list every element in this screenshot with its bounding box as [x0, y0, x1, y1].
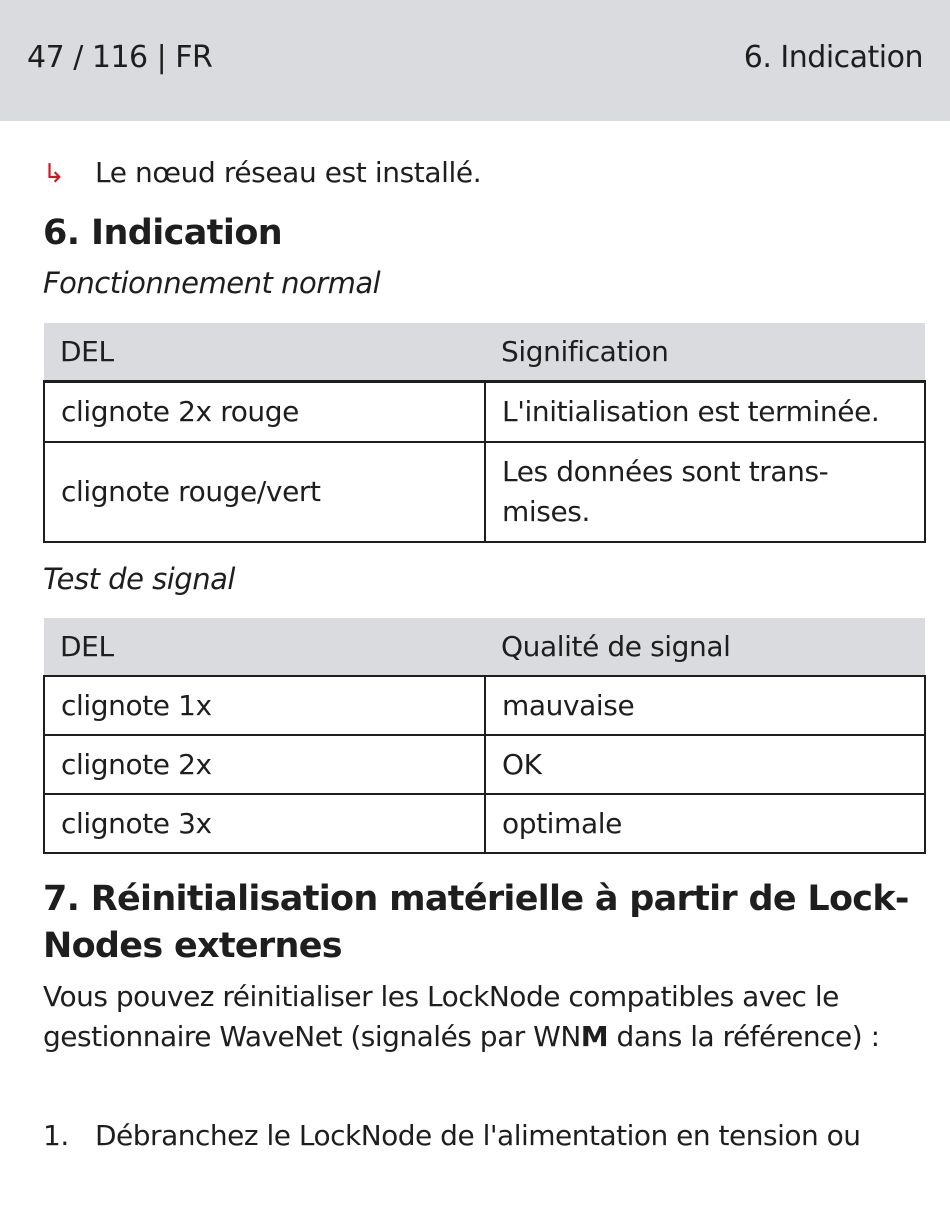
table-cell: mauvaise [485, 676, 925, 735]
normal-operation-caption: Fonctionnement normal [43, 266, 381, 300]
paragraph-text: dans la référence) : [608, 1020, 880, 1053]
paragraph-text: Vous pouvez réinitialiser les LockNode compatibles avec le gestionnaire WaveNet (signalés par WN [43, 980, 839, 1053]
table-cell: clignote 3x [44, 794, 485, 853]
table-cell: Les données sont trans-mises. [485, 442, 925, 542]
step-item [43, 1119, 861, 1152]
table-header-row [44, 618, 925, 676]
step-number: 1. [43, 1119, 69, 1152]
table-cell: clignote 1x [44, 676, 485, 735]
result-line [43, 156, 481, 189]
column-header: Signification [485, 323, 925, 382]
table-row [44, 676, 925, 735]
indication-heading: 6. Indication [43, 213, 283, 253]
table-cell: optimale [485, 794, 925, 853]
table-row [44, 382, 925, 443]
table-header-row [44, 323, 925, 382]
result-arrow-icon: ↳ [43, 159, 65, 189]
table-cell: clignote 2x rouge [44, 382, 485, 443]
table-cell: clignote 2x [44, 735, 485, 794]
signal-test-caption: Test de signal [43, 562, 235, 596]
signal-test-table [43, 618, 926, 854]
table-cell: L'initialisation est terminée. [485, 382, 925, 443]
page-number: 47 / 116 | FR [27, 40, 213, 75]
table-row [44, 442, 925, 542]
column-header: DEL [44, 323, 485, 382]
table-cell: clignote rouge/vert [44, 442, 485, 542]
reset-intro-paragraph [43, 977, 923, 1057]
paragraph-bold-text: M [580, 1020, 609, 1053]
column-header: Qualité de signal [485, 618, 925, 676]
result-text: Le nœud réseau est installé. [95, 156, 482, 189]
heading-line: 7. Réinitialisation matérielle à partir de Lock- [43, 879, 909, 919]
step-text: Débranchez le LockNode de l'alimentation en tension ou [95, 1119, 861, 1152]
table-row [44, 794, 925, 853]
table-row [44, 735, 925, 794]
running-section-title: 6. Indication [743, 40, 923, 75]
heading-line: Nodes externes [43, 926, 342, 966]
column-header: DEL [44, 618, 485, 676]
hardware-reset-heading [43, 876, 923, 970]
table-cell: OK [485, 735, 925, 794]
normal-operation-table [43, 323, 926, 543]
page-header [0, 0, 950, 121]
